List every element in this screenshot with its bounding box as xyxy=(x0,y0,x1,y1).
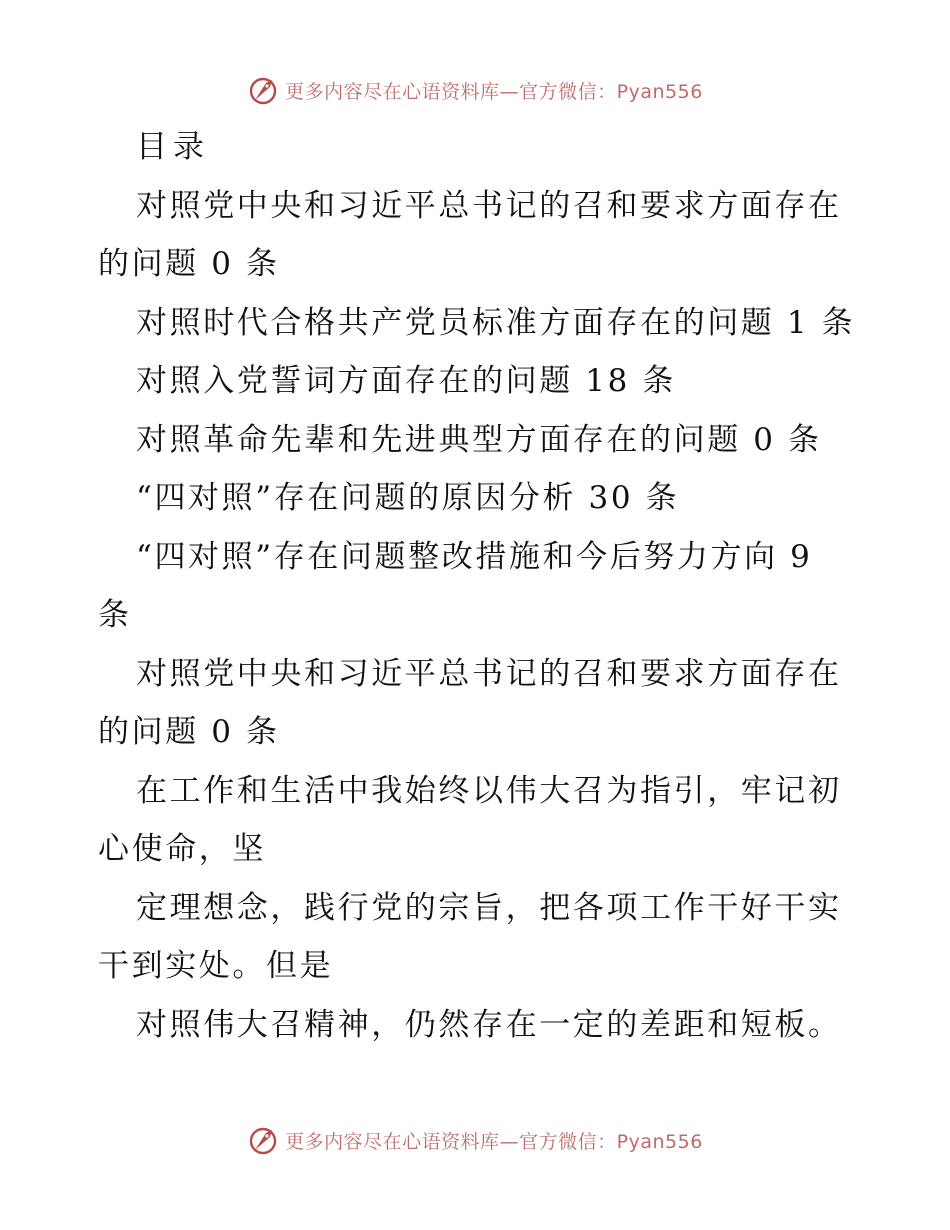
toc-item: 对照革命先辈和先进典型方面存在的问题 0 条 xyxy=(136,421,822,458)
toc-item: 对照时代合格共产党员标准方面存在的问题 1 条 xyxy=(136,304,856,341)
toc-item: 对照入党誓词方面存在的问题 18 条 xyxy=(136,363,676,399)
body-paragraph: 对照伟大召精神，仍然存在一定的差距和短板。 xyxy=(136,1006,842,1043)
footer-watermark xyxy=(0,1120,950,1160)
toc-item: 对照党中央和习近平总书记的召和要求方面存在的问题 0 条 xyxy=(98,187,842,282)
pen-nib-circle-icon xyxy=(247,1124,279,1156)
body-paragraph: 定理想念，践行党的宗旨，把各项工作干好干实干到实处。但是 xyxy=(98,889,842,984)
toc-item: “四对照”存在问题整改措施和今后努力方向 9 条 xyxy=(98,538,813,633)
watermark-text: 更多内容尽在心语资料库—官方微信：Pyan556 xyxy=(285,80,703,103)
section-heading: 对照党中央和习近平总书记的召和要求方面存在的问题 0 条 xyxy=(98,655,842,750)
watermark-text: 更多内容尽在心语资料库—官方微信：Pyan556 xyxy=(285,1130,703,1153)
body-paragraph: 在工作和生活中我始终以伟大召为指引，牢记初心使命，坚 xyxy=(98,772,842,867)
header-watermark xyxy=(0,70,950,110)
toc-title: 目录 xyxy=(136,129,210,165)
pen-nib-circle-icon xyxy=(247,74,279,106)
toc-item: “四对照”存在问题的原因分析 30 条 xyxy=(136,480,680,516)
document-body xyxy=(98,118,858,1054)
